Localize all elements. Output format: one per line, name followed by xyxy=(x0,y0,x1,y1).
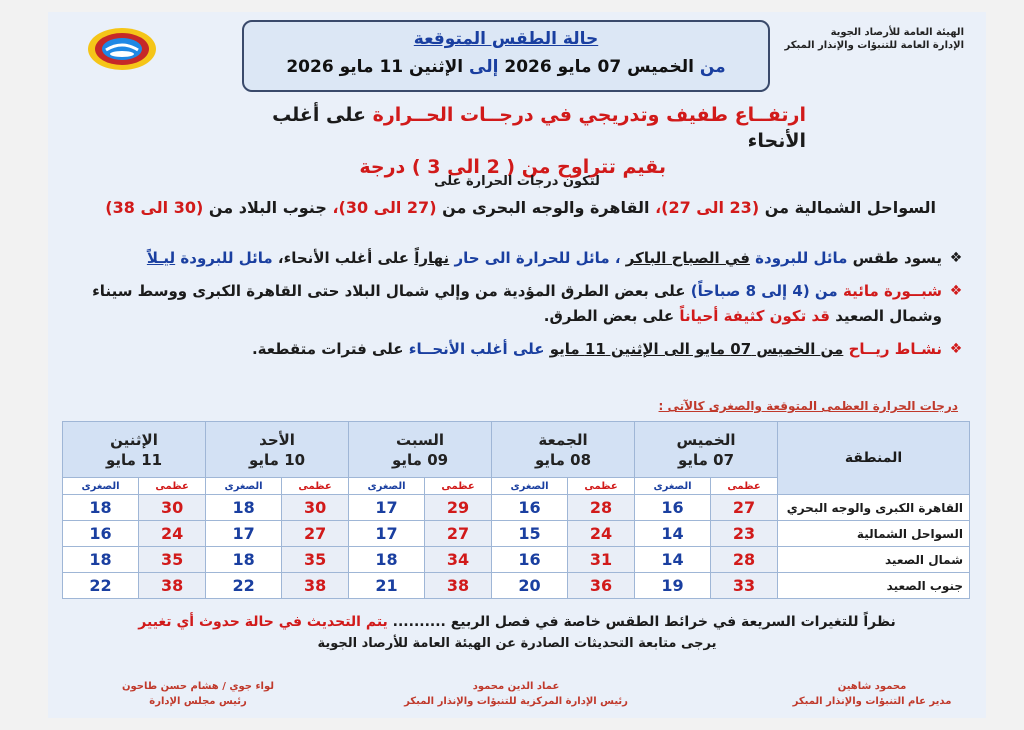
update-note-part-2: يتم التحديث في حالة حدوث أي تغيير xyxy=(138,614,388,630)
min-label: الصغرى xyxy=(349,478,425,495)
max-temp-cell: 28 xyxy=(711,547,778,573)
min-temp-cell: 20 xyxy=(492,573,568,599)
b3-text-2: من الخميس 07 مايو الى الإثنين 11 مايو xyxy=(549,340,844,358)
day-name: الخميس xyxy=(676,430,736,449)
max-temp-cell: 23 xyxy=(711,521,778,547)
temps-cairo-label: القاهرة والوجه البحرى من xyxy=(442,198,650,217)
max-temp-cell: 35 xyxy=(139,547,206,573)
follow-updates-note: يرجى متابعة التحديثات الصادرة عن الهيئة العامة للأرصاد الجوية xyxy=(317,636,717,651)
min-temp-cell: 18 xyxy=(206,495,282,521)
region-cell: شمال الصعيد xyxy=(778,547,970,573)
update-note xyxy=(48,614,986,630)
min-label: الصغرى xyxy=(635,478,711,495)
min-temp-cell: 18 xyxy=(349,547,425,573)
max-label: عظمى xyxy=(425,478,492,495)
table-row xyxy=(63,521,970,547)
min-temp-cell: 16 xyxy=(63,521,139,547)
region-header: المنطقة xyxy=(778,422,970,495)
b1-text-2: مائل للبرودة xyxy=(755,249,848,267)
weather-bulletin xyxy=(48,12,986,718)
headline-rise: ارتفــاع طفيف وتدريجي في درجــات الحــرارة xyxy=(372,104,806,126)
temps-north-value: (23 الى 27)، xyxy=(655,198,760,217)
max-temp-cell: 30 xyxy=(139,495,206,521)
org-line-2: الإدارة العامة للتنبؤات والإنذار المبكر xyxy=(784,40,964,51)
b2-text-4: قد تكون كثيفة أحياناً xyxy=(679,307,830,325)
min-temp-cell: 18 xyxy=(206,547,282,573)
organization-header xyxy=(785,26,965,52)
day-header xyxy=(492,422,635,478)
day-date: 11 مايو xyxy=(106,450,163,469)
period-from-date: الخميس 07 مايو 2026 xyxy=(504,57,694,77)
temps-north-label: السواحل الشمالية من xyxy=(764,198,936,217)
signature-block xyxy=(386,679,646,709)
max-temp-cell: 38 xyxy=(139,573,206,599)
signature-role: مدير عام التنبؤات والإنذار المبكر xyxy=(792,696,952,707)
min-temp-cell: 22 xyxy=(206,573,282,599)
bullet-fog xyxy=(84,279,964,329)
b1-text-1: يسود طقس xyxy=(852,249,942,267)
meteorological-authority-logo xyxy=(86,26,158,72)
max-temp-cell: 33 xyxy=(711,573,778,599)
day-name: الجمعة xyxy=(538,430,588,449)
min-label: الصغرى xyxy=(206,478,282,495)
max-temp-cell: 27 xyxy=(425,521,492,547)
bulletin-period xyxy=(244,57,768,77)
min-temp-cell: 19 xyxy=(635,573,711,599)
headline-line-1 xyxy=(246,102,806,154)
max-temp-cell: 29 xyxy=(425,495,492,521)
max-temp-cell: 36 xyxy=(568,573,635,599)
max-label: عظمى xyxy=(282,478,349,495)
min-temp-cell: 18 xyxy=(63,495,139,521)
b2-text-2: من (4 إلى 8 صباحاً) xyxy=(690,282,838,300)
bulletin-title-box xyxy=(242,20,770,92)
bulletin-title: حالة الطقس المتوقعة xyxy=(413,29,599,49)
min-temp-cell: 16 xyxy=(492,495,568,521)
day-header xyxy=(206,422,349,478)
table-row xyxy=(63,547,970,573)
min-temp-cell: 14 xyxy=(635,521,711,547)
headline-range: بقيم تتراوح من ( 2 الى 3 ) درجة xyxy=(359,156,666,178)
signature-block xyxy=(782,679,962,709)
diamond-bullet-icon: ❖ xyxy=(949,341,963,357)
day-name: الإثنين xyxy=(110,430,158,449)
min-temp-cell: 17 xyxy=(206,521,282,547)
max-temp-cell: 27 xyxy=(711,495,778,521)
max-temp-cell: 27 xyxy=(282,521,349,547)
day-name: الأحد xyxy=(259,430,295,449)
temperature-table xyxy=(62,421,970,599)
max-temp-cell: 30 xyxy=(282,495,349,521)
b1-text-8: ليـلاً xyxy=(146,249,176,267)
b2-text-5: على بعض الطرق. xyxy=(543,307,675,325)
day-header xyxy=(63,422,206,478)
b3-text-1: نشـاط ريــاح xyxy=(848,340,942,358)
day-date: 10 مايو xyxy=(249,450,306,469)
table-row xyxy=(63,495,970,521)
region-cell: جنوب الصعيد xyxy=(778,573,970,599)
signature-block xyxy=(98,679,298,709)
b3-text-3: على xyxy=(512,340,545,358)
diamond-bullet-icon: ❖ xyxy=(949,283,963,299)
max-label: عظمى xyxy=(139,478,206,495)
diamond-bullet-icon: ❖ xyxy=(949,250,963,266)
temps-south-label: جنوب البلاد من xyxy=(208,198,327,217)
signature-name: لواء جوي / هشام حسن طاحون xyxy=(121,681,275,692)
day-header xyxy=(349,422,492,478)
headline xyxy=(246,102,806,180)
b3-text-4: أغلب الأنحــاء xyxy=(408,340,508,358)
period-to-date: الإثنين 11 مايو 2026 xyxy=(286,57,464,77)
period-to-label: إلى xyxy=(469,57,499,77)
max-label: عظمى xyxy=(568,478,635,495)
max-temp-cell: 31 xyxy=(568,547,635,573)
b1-text-6: على أغلب الأنحاء، xyxy=(277,249,410,267)
min-temp-cell: 18 xyxy=(63,547,139,573)
min-temp-cell: 15 xyxy=(492,521,568,547)
min-temp-cell: 17 xyxy=(349,495,425,521)
update-note-part-1: نظراً للتغيرات السريعة في خرائط الطقس خاصة في فصل الربيع .......... xyxy=(392,614,896,630)
day-header xyxy=(635,422,778,478)
temps-south-value: (30 الى 38) xyxy=(105,198,204,217)
day-date: 07 مايو xyxy=(677,450,735,469)
min-temp-cell: 22 xyxy=(63,573,139,599)
bullet-wind xyxy=(84,337,964,362)
region-cell: القاهرة الكبرى والوجه البحري xyxy=(778,495,970,521)
day-date: 09 مايو xyxy=(392,450,449,469)
min-temp-cell: 16 xyxy=(492,547,568,573)
b3-text-5: على فترات متقطعة. xyxy=(251,340,404,358)
max-temp-cell: 24 xyxy=(568,521,635,547)
min-temp-cell: 16 xyxy=(635,495,711,521)
signature-name: محمود شاهين xyxy=(837,681,907,692)
region-cell: السواحل الشمالية xyxy=(778,521,970,547)
headline-scope: على أغلب الأنحاء xyxy=(272,104,806,152)
max-temp-cell: 28 xyxy=(568,495,635,521)
b2-text-1: شبــورة مائية xyxy=(842,282,942,300)
signature-role: رئيس مجلس الإدارة xyxy=(149,696,247,707)
temps-cairo-value: (27 الى 30)، xyxy=(332,198,437,217)
max-temp-cell: 38 xyxy=(282,573,349,599)
temps-summary-line xyxy=(105,198,936,217)
max-temp-cell: 35 xyxy=(282,547,349,573)
signature-name: عماد الدين محمود xyxy=(472,681,560,692)
max-temp-cell: 38 xyxy=(425,573,492,599)
bullet-general-weather xyxy=(84,246,964,271)
max-label: عظمى xyxy=(711,478,778,495)
signature-role: رئيس الإدارة المركزية للتنبؤات والإنذار المبكر xyxy=(404,696,628,707)
min-label: الصغرى xyxy=(492,478,568,495)
forecast-bullets xyxy=(84,246,964,370)
min-temp-cell: 14 xyxy=(635,547,711,573)
period-from-label: من xyxy=(699,57,726,77)
table-caption: درجات الحرارة العظمى المتوقعة والصغرى كالآتى : xyxy=(658,399,958,413)
day-name: السبت xyxy=(396,430,445,449)
max-temp-cell: 24 xyxy=(139,521,206,547)
min-temp-cell: 17 xyxy=(349,521,425,547)
b1-text-5: نهاراً xyxy=(414,249,450,267)
org-line-1: الهيئة العامة للأرصاد الجوية xyxy=(830,27,964,38)
b2-text-3: على بعض الطرق المؤدية من وإلي شمال البلاد حتى القاهرة الكبرى ووسط سيناء وشمال الصعيد xyxy=(92,282,942,325)
b1-text-7: مائل للبرودة xyxy=(180,249,273,267)
temps-intro: لتكون درجات الحرارة على xyxy=(434,174,600,189)
day-date: 08 مايو xyxy=(534,450,592,469)
min-label: الصغرى xyxy=(63,478,139,495)
min-temp-cell: 21 xyxy=(349,573,425,599)
table-row xyxy=(63,573,970,599)
b1-text-3: في الصباح الباكر xyxy=(625,249,750,267)
max-temp-cell: 34 xyxy=(425,547,492,573)
b1-text-4: ، مائل للحرارة الى حار xyxy=(454,249,621,267)
